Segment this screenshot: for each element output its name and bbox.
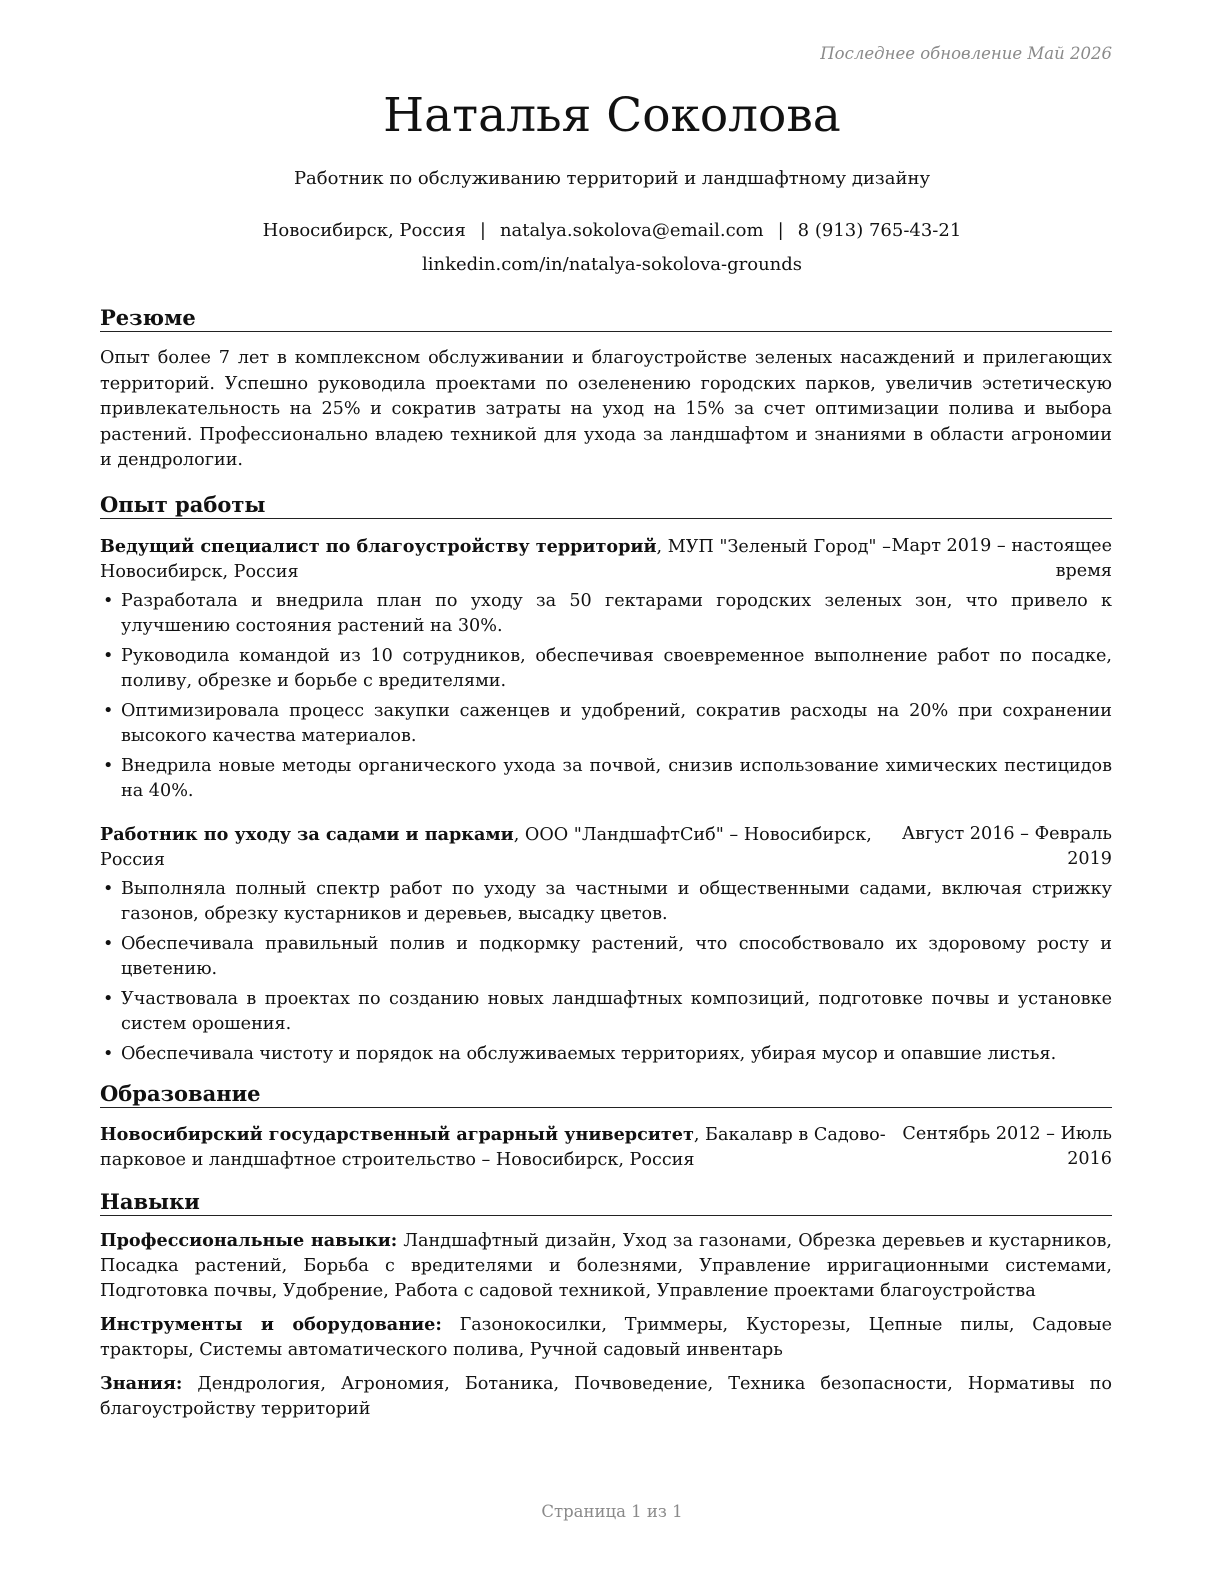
list-item: • Обеспечивала правильный полив и подкормку растений, что способствовало их здоровому росту и цветению. (100, 932, 1112, 982)
section-title-skills: Навыки (100, 1189, 1112, 1216)
education-degree-cont: парковое и ландшафтное строительство – Новосибирск, Россия (100, 1150, 695, 1171)
job-info (100, 534, 891, 585)
section-title-education: Образование (100, 1081, 1112, 1108)
job-title: Работник по обслуживанию территорий и ландшафтному дизайну (293, 168, 931, 189)
job-dates (902, 822, 1112, 873)
education-degree: , Бакалавр в Садово- (693, 1125, 886, 1146)
job-info (100, 822, 902, 873)
section-title-experience: Опыт работы (100, 492, 1112, 519)
list-item: • Разработала и внедрила план по уходу за 50 гектарами городских зеленых зон, что привело к улучшению состояния растений на 30%. (100, 589, 1112, 639)
skill-group-text: Дендрология, Агрономия, Ботаника, Почвоведение, Техника безопасности, Нормативы по благоустройству территорий (100, 1374, 1112, 1420)
job-entry (100, 534, 1112, 804)
summary-text: Опыт более 7 лет в комплексном обслуживании и благоустройстве зеленых насаждений и прилегающих территорий. Успешно руководила проектами по озеленению городских парков, увеличив эстетическую привлекательность на 25% и сократив затраты на уход на 15% за счет оптимизации полива и выбора растений. Профессионально владею техникой для ухода за ландшафтом и знаниями в области агрономии и дендрологии. (100, 348, 1112, 471)
job-location: Россия (100, 849, 165, 870)
list-item: • Руководила командой из 10 сотрудников, обеспечивая своевременное выполнение работ по посадке, поливу, обрезке и борьбе с вредителями. (100, 644, 1112, 694)
skill-group (100, 1228, 1112, 1304)
section-title-summary: Резюме (100, 305, 1112, 332)
job-role: Работник по уходу за садами и парками (100, 823, 514, 845)
skill-group-text: Ландшафтный дизайн, Уход за газонами, Обрезка деревьев и кустарников, Посадка растений, Борьба с вредителями и болезнями, Управление ирригационными системами, Подготовка почвы, Удобрение, Работа с садовой техникой, Управление проектами благоустройства (100, 1231, 1112, 1302)
contact-line (0, 220, 1224, 241)
separator: | (777, 220, 784, 241)
skill-group-text: Газонокосилки, Триммеры, Кусторезы, Цепные пилы, Садовые тракторы, Системы автоматического полива, Ручной садовый инвентарь (100, 1315, 1112, 1361)
job-header (100, 822, 1112, 873)
education-school: Новосибирский государственный аграрный университет (100, 1124, 694, 1146)
contact-phone: 8 (913) 765-43-21 (797, 220, 962, 241)
education-dates (902, 1122, 1112, 1173)
job-entry (100, 822, 1112, 1067)
list-item: • Выполняла полный спектр работ по уходу за частными и общественными садами, включая стрижку газонов, обрезку кустарников и деревьев, высадку цветов. (100, 877, 1112, 927)
candidate-name: Наталья Соколова (383, 88, 841, 143)
list-item: • Оптимизировала процесс закупки саженцев и удобрений, сократив расходы на 20% при сохранении высокого качества материалов. (100, 699, 1112, 749)
skill-group-label: Профессиональные навыки: (100, 1230, 398, 1252)
job-dates (891, 534, 1112, 585)
education-entry (100, 1122, 1112, 1173)
job-dates-line2: время (1055, 560, 1112, 581)
job-org: , ООО "ЛандшафтСиб" – Новосибирск, (513, 824, 872, 845)
skill-group-label: Знания: (100, 1373, 183, 1395)
last-updated: Последнее обновление Май 2026 (820, 44, 1112, 63)
education-dates-line1: Сентябрь 2012 – Июль (902, 1124, 1112, 1145)
contact-email[interactable]: natalya.sokolova@email.com (499, 220, 764, 241)
job-location: Новосибирск, Россия (100, 561, 299, 582)
skill-group (100, 1371, 1112, 1422)
contact-location: Новосибирск, Россия (262, 220, 466, 241)
linkedin-link[interactable]: linkedin.com/in/natalya-sokolova-grounds (421, 254, 803, 275)
list-item: • Участвовала в проектах по созданию новых ландшафтных композиций, подготовке почвы и установке систем орошения. (100, 987, 1112, 1037)
list-item: • Обеспечивала чистоту и порядок на обслуживаемых территориях, убирая мусор и опавшие листья. (100, 1042, 1112, 1067)
page-number: Страница 1 из 1 (541, 1502, 683, 1521)
resume-content (100, 305, 1112, 1422)
job-dates-line1: Август 2016 – Февраль (901, 823, 1112, 844)
list-item: • Внедрила новые методы органического ухода за почвой, снизив использование химических пестицидов на 40%. (100, 754, 1112, 804)
skill-group-label: Инструменты и оборудование: (100, 1314, 442, 1336)
skill-group (100, 1312, 1112, 1363)
separator: | (479, 220, 486, 241)
job-org: , МУП "Зеленый Город" – (656, 536, 891, 557)
job-role: Ведущий специалист по благоустройству территорий (100, 535, 657, 557)
job-bullets (100, 877, 1112, 1067)
education-dates-line2: 2016 (1067, 1149, 1112, 1170)
job-dates-line2: 2019 (1067, 848, 1112, 869)
education-header (100, 1122, 1112, 1173)
job-header (100, 534, 1112, 585)
job-bullets (100, 589, 1112, 804)
job-dates-line1: Март 2019 – настоящее (891, 535, 1112, 556)
education-info (100, 1122, 902, 1173)
